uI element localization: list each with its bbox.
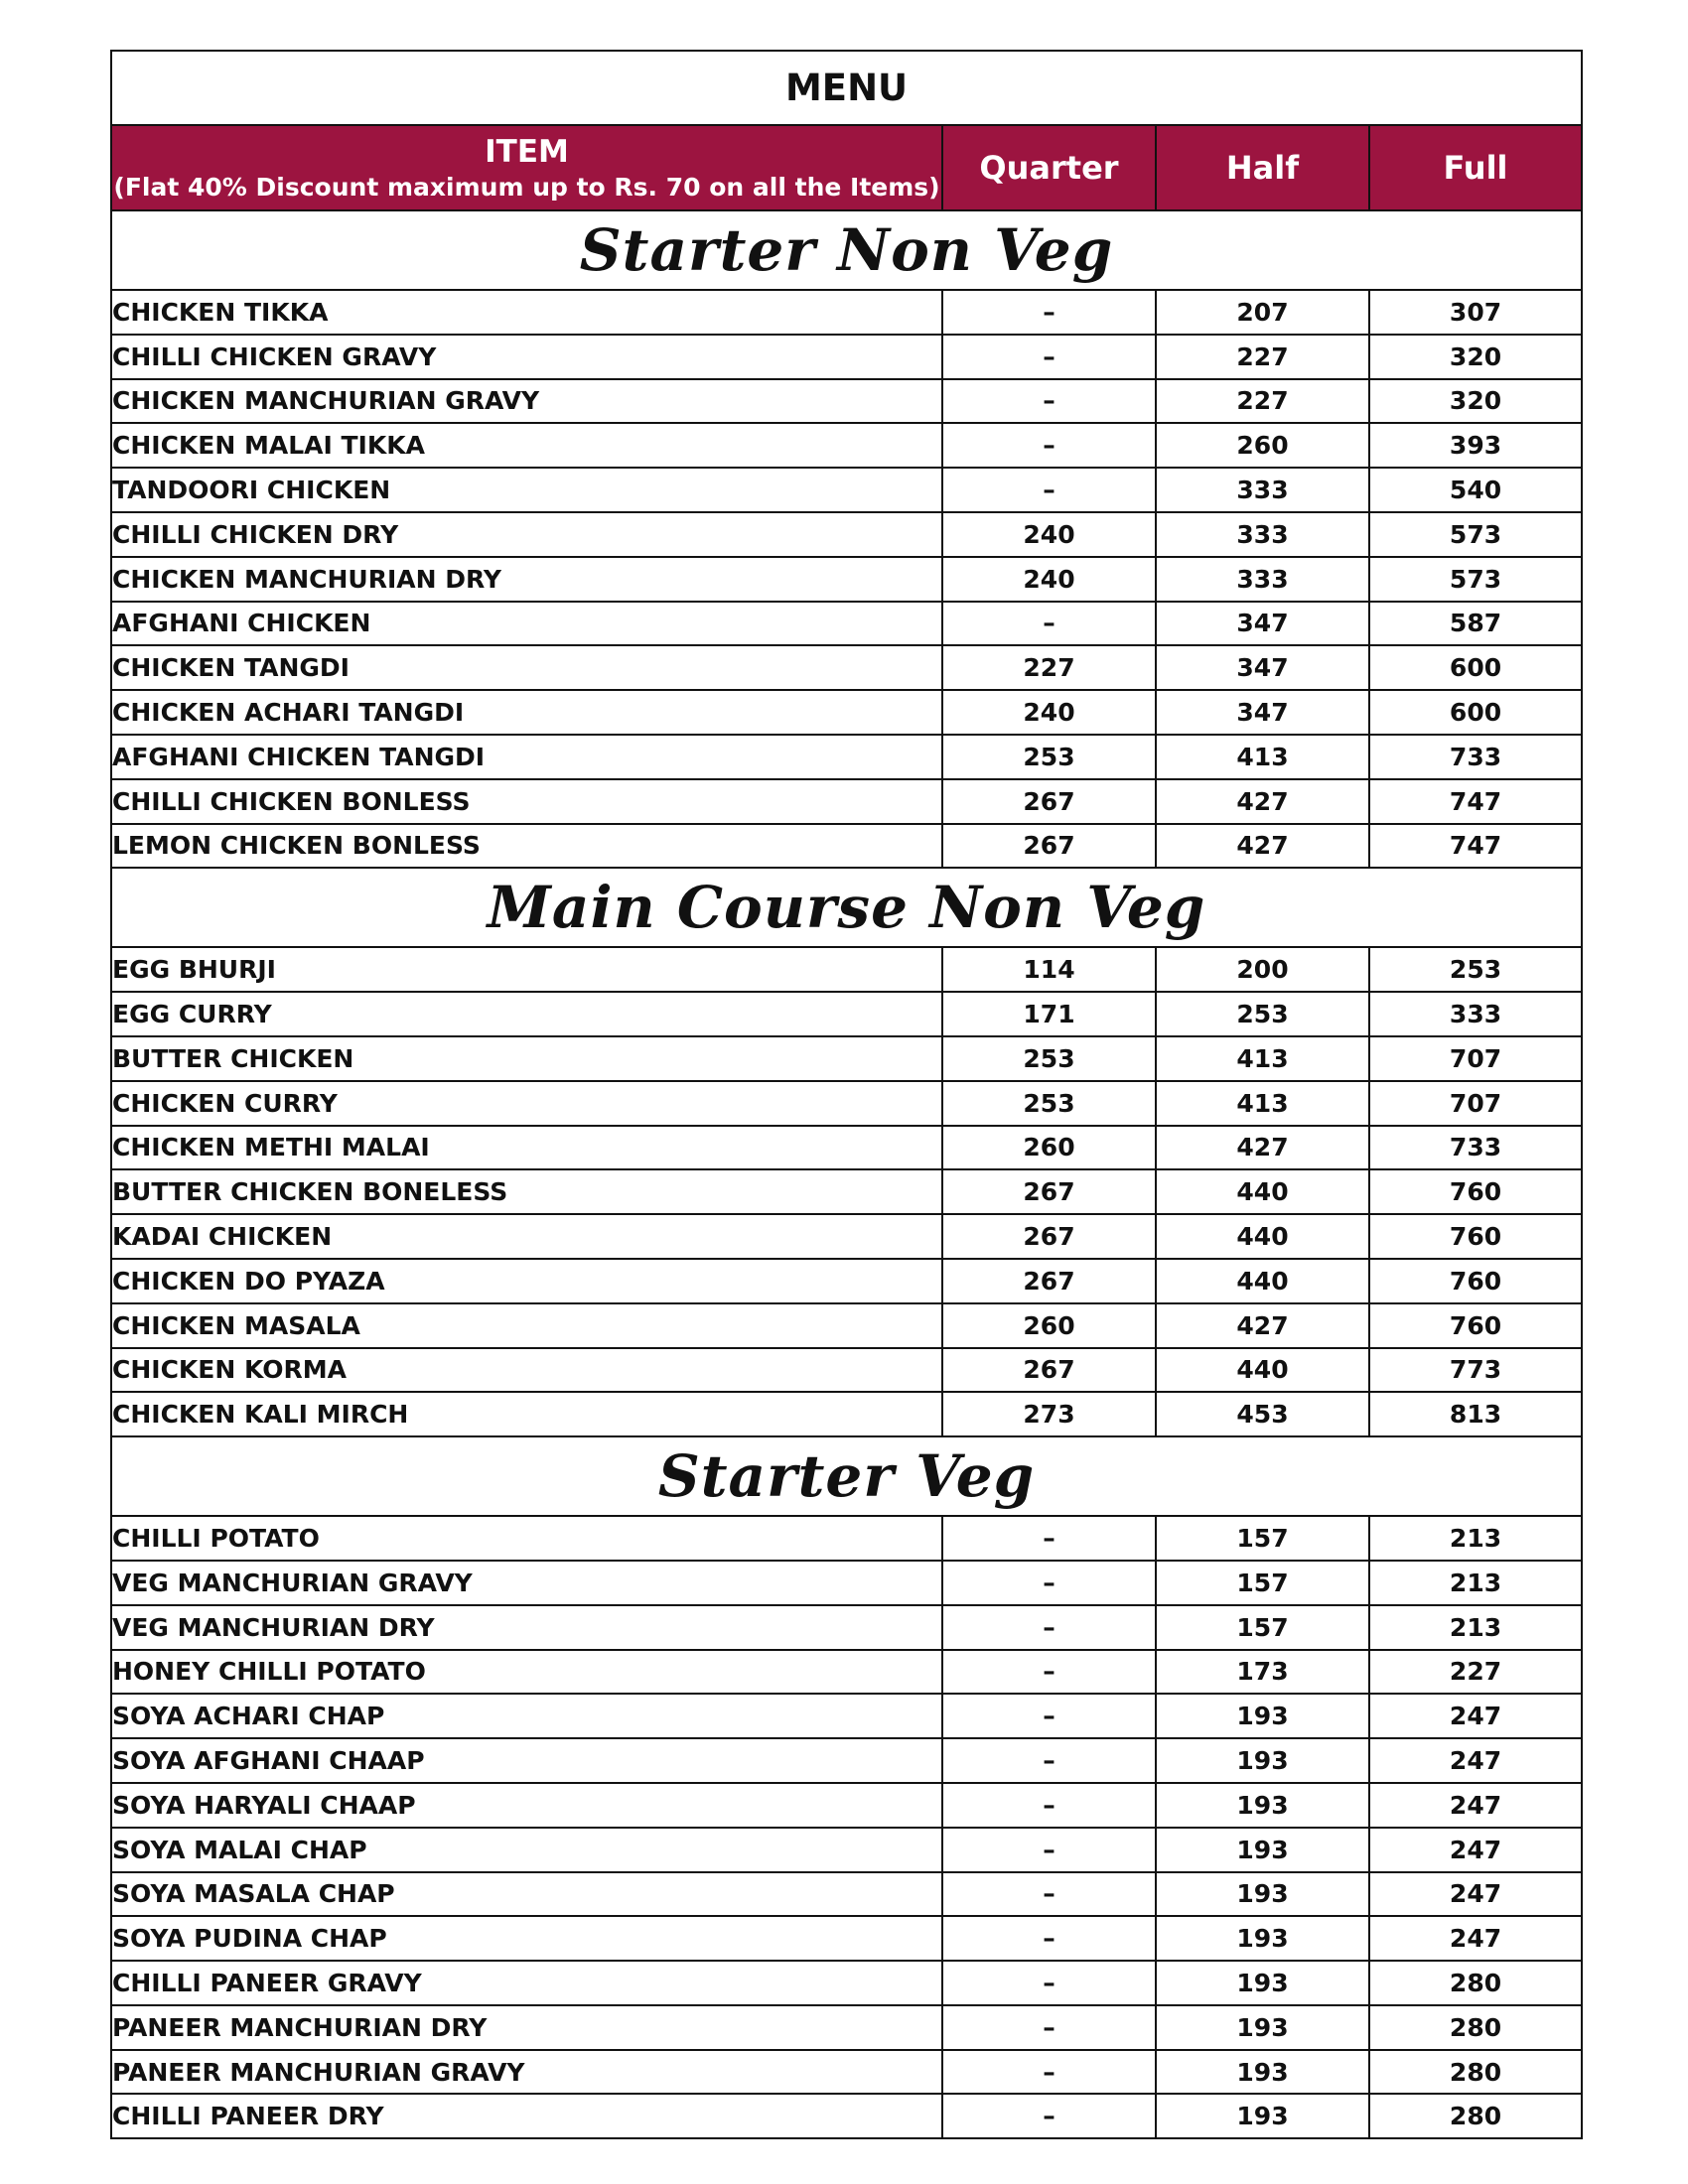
half-price: 193 bbox=[1156, 1783, 1369, 1828]
full-price: 540 bbox=[1369, 468, 1582, 512]
item-name: CHILLI CHICKEN DRY bbox=[111, 512, 942, 557]
table-row bbox=[111, 1392, 1582, 1436]
half-price: 427 bbox=[1156, 1303, 1369, 1348]
full-price: 320 bbox=[1369, 379, 1582, 424]
item-name: LEMON CHICKEN BONLESS bbox=[111, 824, 942, 869]
half-price: 427 bbox=[1156, 824, 1369, 869]
quarter-price: 267 bbox=[942, 1214, 1156, 1259]
menu-title: MENU bbox=[111, 51, 1582, 125]
half-column-header: Half bbox=[1156, 125, 1369, 210]
quarter-price: – bbox=[942, 1561, 1156, 1605]
full-price: 227 bbox=[1369, 1650, 1582, 1695]
item-name: VEG MANCHURIAN GRAVY bbox=[111, 1561, 942, 1605]
quarter-price: – bbox=[942, 602, 1156, 646]
quarter-price: 240 bbox=[942, 512, 1156, 557]
half-price: 427 bbox=[1156, 779, 1369, 824]
table-row bbox=[111, 1214, 1582, 1259]
item-name: AFGHANI CHICKEN TANGDI bbox=[111, 735, 942, 779]
half-price: 413 bbox=[1156, 735, 1369, 779]
table-row bbox=[111, 1783, 1582, 1828]
quarter-price: – bbox=[942, 1828, 1156, 1872]
item-name: EGG BHURJI bbox=[111, 947, 942, 992]
half-price: 193 bbox=[1156, 2005, 1369, 2050]
half-price: 193 bbox=[1156, 1694, 1369, 1738]
item-name: CHICKEN DO PYAZA bbox=[111, 1259, 942, 1303]
quarter-price: 260 bbox=[942, 1126, 1156, 1170]
quarter-price: – bbox=[942, 1783, 1156, 1828]
full-price: 213 bbox=[1369, 1605, 1582, 1650]
half-price: 200 bbox=[1156, 947, 1369, 992]
table-row bbox=[111, 1081, 1582, 1126]
full-price: 247 bbox=[1369, 1828, 1582, 1872]
full-price: 320 bbox=[1369, 335, 1582, 379]
full-price: 280 bbox=[1369, 2005, 1582, 2050]
half-price: 347 bbox=[1156, 645, 1369, 690]
item-header-label: ITEM bbox=[485, 134, 569, 170]
table-row bbox=[111, 645, 1582, 690]
quarter-price: 253 bbox=[942, 735, 1156, 779]
item-name: BUTTER CHICKEN BONELESS bbox=[111, 1169, 942, 1214]
half-price: 453 bbox=[1156, 1392, 1369, 1436]
table-row bbox=[111, 1650, 1582, 1695]
section-title: Main Course Non Veg bbox=[111, 868, 1582, 947]
full-price: 333 bbox=[1369, 992, 1582, 1036]
quarter-price: – bbox=[942, 335, 1156, 379]
quarter-price: 267 bbox=[942, 779, 1156, 824]
item-name: CHICKEN KALI MIRCH bbox=[111, 1392, 942, 1436]
section-header-row bbox=[111, 210, 1582, 290]
quarter-price: – bbox=[942, 468, 1156, 512]
item-name: CHICKEN MANCHURIAN GRAVY bbox=[111, 379, 942, 424]
full-price: 213 bbox=[1369, 1561, 1582, 1605]
item-name: CHICKEN METHI MALAI bbox=[111, 1126, 942, 1170]
quarter-price: 260 bbox=[942, 1303, 1156, 1348]
half-price: 227 bbox=[1156, 335, 1369, 379]
full-price: 760 bbox=[1369, 1169, 1582, 1214]
full-column-header: Full bbox=[1369, 125, 1582, 210]
item-name: CHILLI CHICKEN BONLESS bbox=[111, 779, 942, 824]
table-row bbox=[111, 2094, 1582, 2138]
table-row bbox=[111, 824, 1582, 869]
half-price: 333 bbox=[1156, 512, 1369, 557]
half-price: 253 bbox=[1156, 992, 1369, 1036]
quarter-price: – bbox=[942, 423, 1156, 468]
table-row bbox=[111, 1259, 1582, 1303]
full-price: 760 bbox=[1369, 1214, 1582, 1259]
table-row bbox=[111, 602, 1582, 646]
table-row bbox=[111, 557, 1582, 602]
table-row bbox=[111, 2005, 1582, 2050]
item-name: CHICKEN TANGDI bbox=[111, 645, 942, 690]
column-header-row bbox=[111, 125, 1582, 210]
half-price: 193 bbox=[1156, 1872, 1369, 1917]
full-price: 587 bbox=[1369, 602, 1582, 646]
table-row bbox=[111, 1872, 1582, 1917]
item-name: SOYA ACHARI CHAP bbox=[111, 1694, 942, 1738]
full-price: 733 bbox=[1369, 735, 1582, 779]
half-price: 440 bbox=[1156, 1214, 1369, 1259]
full-price: 600 bbox=[1369, 690, 1582, 735]
half-price: 157 bbox=[1156, 1605, 1369, 1650]
section-title: Starter Veg bbox=[111, 1436, 1582, 1516]
table-row bbox=[111, 735, 1582, 779]
half-price: 193 bbox=[1156, 1738, 1369, 1783]
full-price: 247 bbox=[1369, 1916, 1582, 1961]
item-name: SOYA PUDINA CHAP bbox=[111, 1916, 942, 1961]
item-name: CHILLI PANEER GRAVY bbox=[111, 1961, 942, 2005]
item-name: CHICKEN ACHARI TANGDI bbox=[111, 690, 942, 735]
full-price: 247 bbox=[1369, 1738, 1582, 1783]
half-price: 193 bbox=[1156, 2094, 1369, 2138]
quarter-price: – bbox=[942, 1694, 1156, 1738]
half-price: 333 bbox=[1156, 468, 1369, 512]
quarter-price: 114 bbox=[942, 947, 1156, 992]
half-price: 207 bbox=[1156, 290, 1369, 335]
table-row bbox=[111, 690, 1582, 735]
table-row bbox=[111, 1828, 1582, 1872]
full-price: 707 bbox=[1369, 1081, 1582, 1126]
quarter-price: 253 bbox=[942, 1081, 1156, 1126]
item-name: TANDOORI CHICKEN bbox=[111, 468, 942, 512]
half-price: 427 bbox=[1156, 1126, 1369, 1170]
quarter-price: 171 bbox=[942, 992, 1156, 1036]
table-row bbox=[111, 290, 1582, 335]
half-price: 157 bbox=[1156, 1516, 1369, 1561]
table-row bbox=[111, 1303, 1582, 1348]
table-row bbox=[111, 1169, 1582, 1214]
item-name: AFGHANI CHICKEN bbox=[111, 602, 942, 646]
table-row bbox=[111, 423, 1582, 468]
half-price: 440 bbox=[1156, 1348, 1369, 1393]
quarter-price: – bbox=[942, 2005, 1156, 2050]
full-price: 760 bbox=[1369, 1259, 1582, 1303]
full-price: 707 bbox=[1369, 1036, 1582, 1081]
table-row bbox=[111, 335, 1582, 379]
item-name: EGG CURRY bbox=[111, 992, 942, 1036]
item-name: CHICKEN MALAI TIKKA bbox=[111, 423, 942, 468]
item-column-header bbox=[111, 125, 942, 210]
quarter-price: – bbox=[942, 1516, 1156, 1561]
item-name: SOYA HARYALI CHAAP bbox=[111, 1783, 942, 1828]
item-name: HONEY CHILLI POTATO bbox=[111, 1650, 942, 1695]
full-price: 280 bbox=[1369, 1961, 1582, 2005]
half-price: 193 bbox=[1156, 2050, 1369, 2095]
full-price: 213 bbox=[1369, 1516, 1582, 1561]
quarter-price: – bbox=[942, 2094, 1156, 2138]
table-row bbox=[111, 992, 1582, 1036]
discount-note: (Flat 40% Discount maximum up to Rs. 70 on all the Items) bbox=[113, 172, 940, 202]
item-name: VEG MANCHURIAN DRY bbox=[111, 1605, 942, 1650]
quarter-price: 267 bbox=[942, 1348, 1156, 1393]
full-price: 773 bbox=[1369, 1348, 1582, 1393]
item-name: SOYA MALAI CHAP bbox=[111, 1828, 942, 1872]
quarter-price: 253 bbox=[942, 1036, 1156, 1081]
item-name: CHILLI PANEER DRY bbox=[111, 2094, 942, 2138]
quarter-price: – bbox=[942, 1650, 1156, 1695]
half-price: 347 bbox=[1156, 690, 1369, 735]
table-row bbox=[111, 1561, 1582, 1605]
item-name: PANEER MANCHURIAN DRY bbox=[111, 2005, 942, 2050]
half-price: 440 bbox=[1156, 1169, 1369, 1214]
full-price: 600 bbox=[1369, 645, 1582, 690]
section-header-row bbox=[111, 868, 1582, 947]
full-price: 280 bbox=[1369, 2094, 1582, 2138]
quarter-price: 240 bbox=[942, 690, 1156, 735]
half-price: 413 bbox=[1156, 1081, 1369, 1126]
quarter-price: – bbox=[942, 2050, 1156, 2095]
half-price: 333 bbox=[1156, 557, 1369, 602]
half-price: 157 bbox=[1156, 1561, 1369, 1605]
table-row bbox=[111, 779, 1582, 824]
quarter-column-header: Quarter bbox=[942, 125, 1156, 210]
quarter-price: 273 bbox=[942, 1392, 1156, 1436]
quarter-price: – bbox=[942, 1872, 1156, 1917]
full-price: 247 bbox=[1369, 1694, 1582, 1738]
table-row bbox=[111, 512, 1582, 557]
item-name: KADAI CHICKEN bbox=[111, 1214, 942, 1259]
table-row bbox=[111, 379, 1582, 424]
menu-table bbox=[110, 50, 1583, 2139]
section-header-row bbox=[111, 1436, 1582, 1516]
quarter-price: 240 bbox=[942, 557, 1156, 602]
item-name: CHICKEN MANCHURIAN DRY bbox=[111, 557, 942, 602]
table-row bbox=[111, 1916, 1582, 1961]
full-price: 813 bbox=[1369, 1392, 1582, 1436]
quarter-price: – bbox=[942, 1605, 1156, 1650]
half-price: 227 bbox=[1156, 379, 1369, 424]
full-price: 760 bbox=[1369, 1303, 1582, 1348]
table-row bbox=[111, 1738, 1582, 1783]
quarter-price: – bbox=[942, 1961, 1156, 2005]
quarter-price: – bbox=[942, 290, 1156, 335]
quarter-price: – bbox=[942, 1738, 1156, 1783]
full-price: 747 bbox=[1369, 824, 1582, 869]
half-price: 347 bbox=[1156, 602, 1369, 646]
title-row bbox=[111, 51, 1582, 125]
half-price: 193 bbox=[1156, 1961, 1369, 2005]
menu-body bbox=[111, 51, 1582, 2138]
full-price: 247 bbox=[1369, 1783, 1582, 1828]
table-row bbox=[111, 1036, 1582, 1081]
full-price: 280 bbox=[1369, 2050, 1582, 2095]
quarter-price: – bbox=[942, 1916, 1156, 1961]
quarter-price: – bbox=[942, 379, 1156, 424]
half-price: 260 bbox=[1156, 423, 1369, 468]
item-name: CHILLI POTATO bbox=[111, 1516, 942, 1561]
table-row bbox=[111, 1961, 1582, 2005]
table-row bbox=[111, 1605, 1582, 1650]
full-price: 393 bbox=[1369, 423, 1582, 468]
quarter-price: 267 bbox=[942, 1259, 1156, 1303]
half-price: 440 bbox=[1156, 1259, 1369, 1303]
item-name: SOYA AFGHANI CHAAP bbox=[111, 1738, 942, 1783]
item-name: CHICKEN CURRY bbox=[111, 1081, 942, 1126]
full-price: 573 bbox=[1369, 512, 1582, 557]
table-row bbox=[111, 1126, 1582, 1170]
table-row bbox=[111, 1516, 1582, 1561]
item-name: PANEER MANCHURIAN GRAVY bbox=[111, 2050, 942, 2095]
full-price: 573 bbox=[1369, 557, 1582, 602]
full-price: 253 bbox=[1369, 947, 1582, 992]
quarter-price: 227 bbox=[942, 645, 1156, 690]
section-title: Starter Non Veg bbox=[111, 210, 1582, 290]
table-row bbox=[111, 947, 1582, 992]
quarter-price: 267 bbox=[942, 1169, 1156, 1214]
item-name: SOYA MASALA CHAP bbox=[111, 1872, 942, 1917]
table-row bbox=[111, 1348, 1582, 1393]
half-price: 193 bbox=[1156, 1916, 1369, 1961]
item-name: CHICKEN MASALA bbox=[111, 1303, 942, 1348]
half-price: 413 bbox=[1156, 1036, 1369, 1081]
table-row bbox=[111, 468, 1582, 512]
item-name: CHICKEN KORMA bbox=[111, 1348, 942, 1393]
item-name: BUTTER CHICKEN bbox=[111, 1036, 942, 1081]
table-row bbox=[111, 1694, 1582, 1738]
item-name: CHILLI CHICKEN GRAVY bbox=[111, 335, 942, 379]
half-price: 193 bbox=[1156, 1828, 1369, 1872]
table-row bbox=[111, 2050, 1582, 2095]
quarter-price: 267 bbox=[942, 824, 1156, 869]
full-price: 747 bbox=[1369, 779, 1582, 824]
full-price: 307 bbox=[1369, 290, 1582, 335]
item-name: CHICKEN TIKKA bbox=[111, 290, 942, 335]
full-price: 733 bbox=[1369, 1126, 1582, 1170]
half-price: 173 bbox=[1156, 1650, 1369, 1695]
full-price: 247 bbox=[1369, 1872, 1582, 1917]
